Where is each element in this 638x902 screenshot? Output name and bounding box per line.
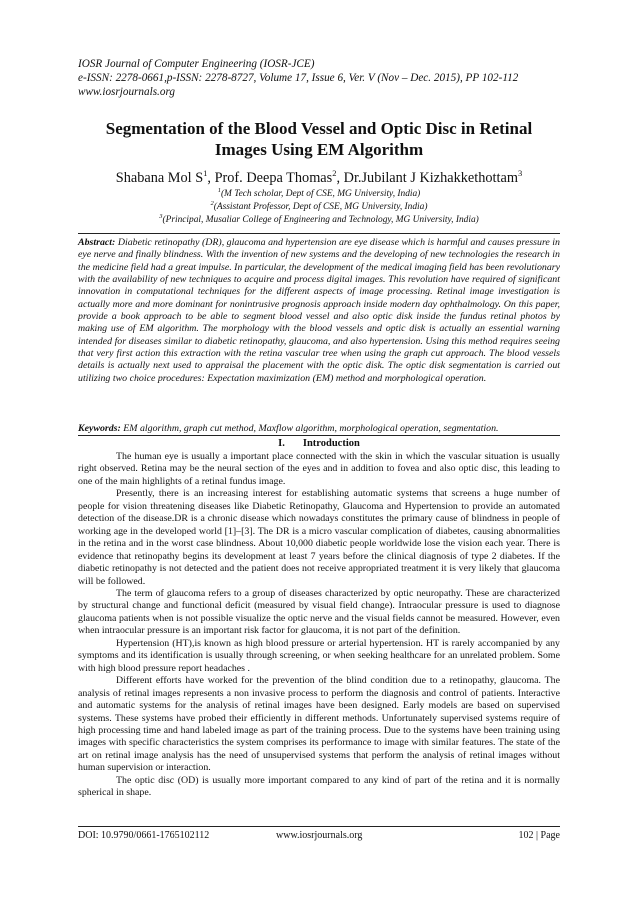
title-line-1: Segmentation of the Blood Vessel and Optic Disc in Retinal — [105, 119, 533, 138]
body-paragraph: Different efforts have worked for the prevention of the blind condition due to a retinopathy, glaucoma. The analysis of retinal images represents a non invasive process to perform the diagnosis and control of patients. Interactive and automatic systems for the analysis of retinal images have been designed. Early models are based on supervised systems. These systems have probed their efficiently in different methods. Unfortunately supervised systems require of high processing time and hand labeled image as part of the training process. Due to the systems have been training using images with specific characteristics the system comprises its performance to image with similar features. The state of the art on retinal image analysis has the need of unsupervised systems that perform the analysis of retinal images without human supervision or interaction. — [78, 675, 560, 774]
affiliation — [40, 211, 598, 226]
section-title: Introduction — [302, 438, 360, 449]
affiliation-sup: 3 — [159, 213, 163, 220]
journal-name: IOSR Journal of Computer Engineering (IOSR-JCE) — [78, 58, 315, 70]
paper-title — [60, 118, 578, 160]
keywords — [78, 422, 560, 435]
abstract-top-rule — [78, 233, 560, 234]
abstract-text: Diabetic retinopathy (DR), glaucoma and hypertension are eye disease which is harmful and causes pressure in eye nerve and finally blindness. With the invention of new systems and the developing of new technologies the research in the medicine field had a great impulse. In particular, the development of the medical imaging field has been revolutionary with the availability of new techniques to acquire and process digital images. This revolution have required of significant innovation in computational techniques for the different aspects of image processing. Retinal image investigation is actually more and more dominant for nonintrusive prognosis approach inside modern day ophthalmology. On this paper, provide a book approach to be able to segment blood vessel and also optic disk inside the fundus retinal photos by making use of EM algorithm. The morphology with the blood vessels and optic disk is actually an essential warning intended for diseases similar to diabetic retinopathy, glaucoma, and also hypertension. Using this method requires seeing that very first action this extraction with the retina vascular tree when using the graph cut approach. The blood vessels details is actually next used to appraisal the placement with the optic disk. The optic disk segmentation is carried out utilizing two choice procedures: Expectation maximization (EM) method and morphological operation. — [78, 237, 560, 384]
author-name: Shabana Mol S — [115, 169, 204, 186]
author-separator: , — [336, 169, 344, 186]
journal-issn: e-ISSN: 2278-0661,p-ISSN: 2278-8727, Volume 17, Issue 6, Ver. V (Nov – Dec. 2015), PP 102-112 — [78, 72, 519, 84]
author-name: Dr.Jubilant J Kizhakkethottam — [343, 169, 518, 186]
author-sup: 2 — [332, 168, 337, 178]
abstract-bottom-rule — [78, 435, 560, 436]
author-list — [40, 164, 598, 187]
footer-url: www.iosrjournals.org — [276, 830, 363, 841]
abstract-label: Abstract: — [78, 237, 116, 248]
keywords-text: EM algorithm, graph cut method, Maxflow algorithm, morphological operation, segmentation. — [123, 423, 499, 434]
journal-url: www.iosrjournals.org — [78, 86, 175, 98]
abstract — [78, 237, 560, 385]
footer-doi: DOI: 10.9790/0661-1765102112 — [78, 830, 210, 841]
author-sup: 3 — [517, 168, 523, 178]
body-text — [78, 451, 560, 800]
author-sup: 1 — [203, 168, 208, 178]
affiliation-text: (M Tech scholar, Dept of CSE, MG University, India) — [220, 189, 421, 200]
body-paragraph: The term of glaucoma refers to a group of diseases characterized by optic neuropathy. These are characterized by structural change and functional deficit (measured by visual field change). Intraocular pressure is used to diagnose glaucoma patients when is not possible visualize the optic nerve and the visual fields cannot be measured. However, even when intraocular pressure is an important risk factor for glaucoma, it is not part of the definition. — [78, 587, 560, 637]
footer-page-number: 102 | Page — [518, 830, 560, 841]
keywords-label: Keywords: — [78, 423, 121, 434]
author-name: Prof. Deepa Thomas — [214, 169, 333, 186]
footer-rule — [78, 826, 560, 827]
author-separator: , — [207, 169, 215, 186]
body-paragraph: Hypertension (HT),is known as high blood pressure or arterial hypertension. HT is rarely accompanied by any symptoms and its identification is usually through screening, or when seeking healthcare for an unrelated problem. Some with high blood pressure report headaches . — [78, 637, 560, 674]
section-heading — [78, 437, 560, 451]
section-number: I. — [278, 438, 285, 449]
affiliation-sup: 2 — [210, 200, 214, 207]
affiliation-sup: 1 — [217, 187, 221, 194]
affiliation-text: (Principal, Musaliar College of Engineering and Technology, MG University, India) — [162, 215, 479, 226]
body-paragraph: The optic disc (OD) is usually more important compared to any kind of part of the retina and it is normally spherical in shape. — [78, 774, 560, 799]
title-line-2: Images Using EM Algorithm — [214, 140, 424, 159]
affiliation-text: (Assistant Professor, Dept of CSE, MG University, India) — [213, 202, 428, 213]
body-paragraph: The human eye is usually a important place connected with the skin in which the vascular situation is usually right observed. Retina may be the neural section of the eyes and in addition to fovea and also optic disc, this leading to one of the main highlights of a retinal fundus image. — [78, 451, 560, 487]
body-paragraph: Presently, there is an increasing interest for establishing automatic systems that screens a huge number of people for vision threatening diseases like Diabetic Retinopathy, Glaucoma and Hypertension to provide an automated detection of the disease.DR is a chronic disease which nowadays constitutes the primary cause of blindness in people of working age in the developed world [1]–[3]. The DR is a micro vascular complication of diabetes, causing abnormalities in the retina and in the worst case blindness. About 10,000 diabetic people worldwide lose the vision each year. There is evidence that retinopathy begins its development at least 7 years before the clinical diagnosis of type 2 diabetes. If the diabetic retinopathy is not detected and the patient does not receive appropriated treatment it is very likely that glaucoma will be followed. — [78, 488, 560, 587]
journal-header — [78, 57, 568, 99]
